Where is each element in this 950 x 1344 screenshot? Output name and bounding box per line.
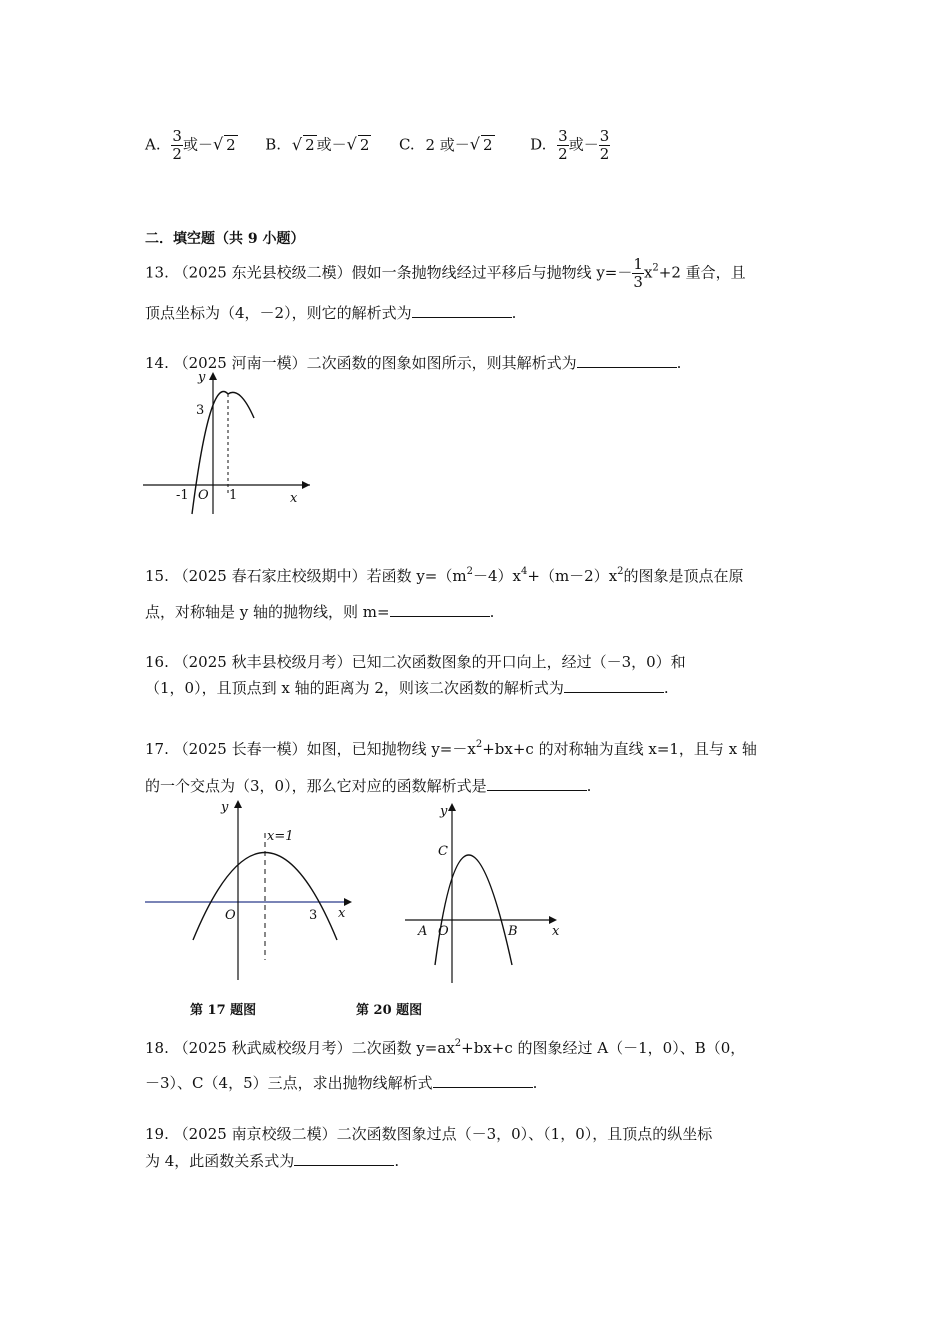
question-13-line2: 顶点坐标为（4，－2），则它的解析式为 . (145, 304, 517, 322)
q20-x-arrow-icon (549, 916, 557, 924)
q20-graph (400, 795, 570, 985)
figure-caption-17: 第 17 题图 (190, 1003, 257, 1018)
question-19-line2: 为 4，此函数关系式为 . (145, 1152, 400, 1170)
question-13-line1: 13. （2025 东光县校级二模）假如一条抛物线经过平移后与抛物线 y=－ $\frac{1}{3}$ $x^2+2$ 重合，且 (145, 255, 746, 291)
q14-x-label: x (290, 491, 298, 506)
question-17-line1: 17. （2025 长春一模）如图，已知抛物线 $y=-x^2+bx+c$ 的对称轴为直线 x=1，且与 x 轴 (145, 739, 757, 758)
q17-tick-3: 3 (309, 908, 318, 923)
option-a-label: A. (145, 135, 161, 154)
q20-point-b: B (508, 924, 518, 939)
option-a-fraction: $\frac{3}{2}$ (172, 127, 182, 163)
answer-blank-16[interactable] (564, 678, 664, 693)
question-17-line2: 的一个交点为（3，0），那么它对应的函数解析式是 . (145, 777, 592, 795)
q14-origin: O (198, 488, 209, 503)
q14-graph (140, 366, 320, 516)
q13-fraction: $\frac{1}{3}$ (633, 255, 643, 291)
q14-y-label: y (198, 370, 206, 385)
option-d-fraction2: $\frac{3}{2}$ (599, 127, 610, 163)
option-b-sqrt2: 2 (359, 135, 370, 154)
question-18-line2: －3）、C（4，5）三点，求出抛物线解析式 . (145, 1074, 538, 1092)
q20-y-label: y (440, 804, 448, 819)
answer-blank-13[interactable] (412, 303, 512, 318)
q14-tick-1: 1 (229, 488, 238, 503)
option-a-sqrt: 2 (226, 135, 236, 154)
q17-y-arrow-icon (234, 800, 242, 808)
q14-tick-neg1: -1 (176, 488, 189, 503)
figure-caption-20: 第 20 题图 (356, 1003, 423, 1018)
question-15-line2: 点，对称轴是 y 轴的抛物线，则 m= . (145, 603, 495, 621)
question-16-line2: （1，0），且顶点到 x 轴的距离为 2，则该二次函数的解析式为 . (145, 679, 669, 697)
q20-point-c: C (438, 844, 448, 859)
question-14-line1: 14. （2025 河南一模）二次函数的图象如图所示，则其解析式为 . (145, 354, 682, 372)
option-b-sqrt1: 2 (305, 135, 315, 154)
option-d-fraction1: $\frac{3}{2}$ (558, 127, 568, 163)
q20-origin: O (438, 924, 449, 939)
q17-y-label: y (221, 800, 229, 815)
question-15-line1: 15. （2025 春石家庄校级期中）若函数 $y=(m^2-4)x^4+(m-2)x^2$的图象是顶点在原 (145, 566, 744, 585)
question-16-line1: 16. （2025 秋丰县校级月考）已知二次函数图象的开口向上，经过（－3，0）和 (145, 653, 686, 671)
q17-x-arrow-icon (344, 898, 352, 906)
answer-blank-17[interactable] (487, 776, 587, 791)
q17-x-label: x (338, 906, 346, 921)
q17-origin: O (225, 908, 236, 923)
option-row: A. $\frac{3}{2}$ 或－√ 2 B. √ 2 或－√ 2 C. 2 或－√ 2 D. $\frac{3}{2}$ 或－ $\frac{3}{2}$ (145, 127, 610, 163)
q17-axis-label: x=1 (267, 829, 294, 844)
q14-x-arrow-icon (302, 481, 310, 489)
question-18-line1: 18. （2025 秋武威校级月考）二次函数 $y=ax^2+bx+c$ 的图象经过 A（－1，0）、B（0， (145, 1038, 746, 1057)
option-c-label: C. (398, 135, 415, 154)
answer-blank-14[interactable] (577, 353, 677, 368)
question-19-line1: 19. （2025 南京校级二模）二次函数图象过点（－3，0）、（1，0），且顶点的纵坐标 (145, 1125, 713, 1143)
q20-y-arrow-icon (448, 803, 456, 811)
q20-point-a: A (418, 924, 428, 939)
q14-tick-3: 3 (196, 403, 205, 418)
option-d-label: D. (530, 135, 547, 154)
q14-y-arrow-icon (209, 372, 217, 380)
q17-graph (145, 795, 360, 985)
answer-blank-18[interactable] (433, 1073, 533, 1088)
q20-parabola (435, 855, 512, 965)
option-c-sqrt: 2 (482, 135, 493, 154)
section-title: 二．填空题（共 9 小题） (145, 231, 305, 247)
answer-blank-15[interactable] (390, 602, 490, 617)
answer-blank-19[interactable] (294, 1151, 394, 1166)
q20-x-label: x (552, 924, 560, 939)
option-b-label: B. (265, 135, 282, 154)
